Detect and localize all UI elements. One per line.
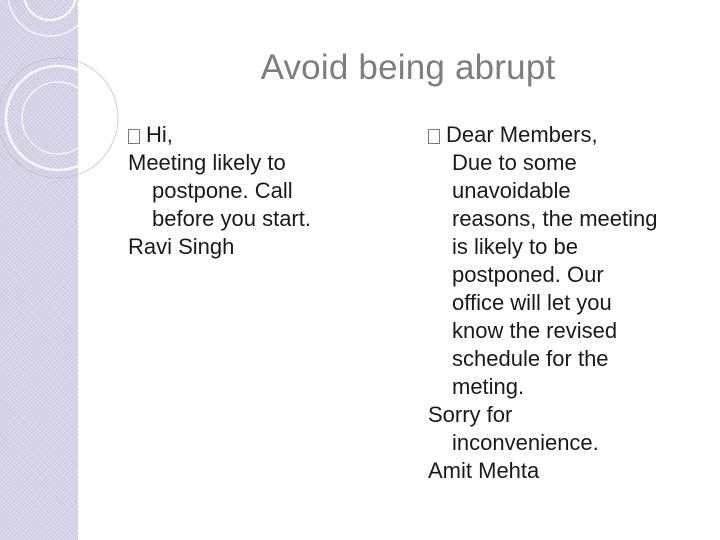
concentric-circles-decoration xyxy=(0,0,140,200)
body-line: reasons, the meeting xyxy=(452,206,658,231)
body-line: unavoidable xyxy=(452,178,571,203)
abrupt-message-example xyxy=(128,121,398,261)
closing-line: inconvenience. xyxy=(452,430,599,455)
body-line: Meeting likely to xyxy=(128,150,286,175)
body-line: before you start. xyxy=(152,206,311,231)
checkbox-bullet-icon xyxy=(428,129,440,144)
bullet-item xyxy=(128,121,398,149)
body-line: Due to some xyxy=(452,150,577,175)
closing-line: Sorry for xyxy=(428,402,513,427)
body-line: office will let you xyxy=(452,290,612,315)
greeting-text: Hi, xyxy=(146,122,173,147)
body-line: know the revised xyxy=(452,318,618,343)
body-line: postponed. Our xyxy=(452,262,604,287)
bullet-item xyxy=(428,121,698,149)
body-line: is likely to be xyxy=(452,234,578,259)
greeting-text: Dear Members, xyxy=(446,122,598,147)
signature-text: Amit Mehta xyxy=(428,458,540,483)
signature-text: Ravi Singh xyxy=(128,234,235,259)
checkbox-bullet-icon xyxy=(128,129,140,144)
body-line: postpone. Call xyxy=(152,178,293,203)
slide-title: Avoid being abrupt xyxy=(260,48,556,87)
polite-message-example xyxy=(428,121,698,485)
body-line: schedule for the xyxy=(452,346,609,371)
body-line: meting. xyxy=(452,374,525,399)
